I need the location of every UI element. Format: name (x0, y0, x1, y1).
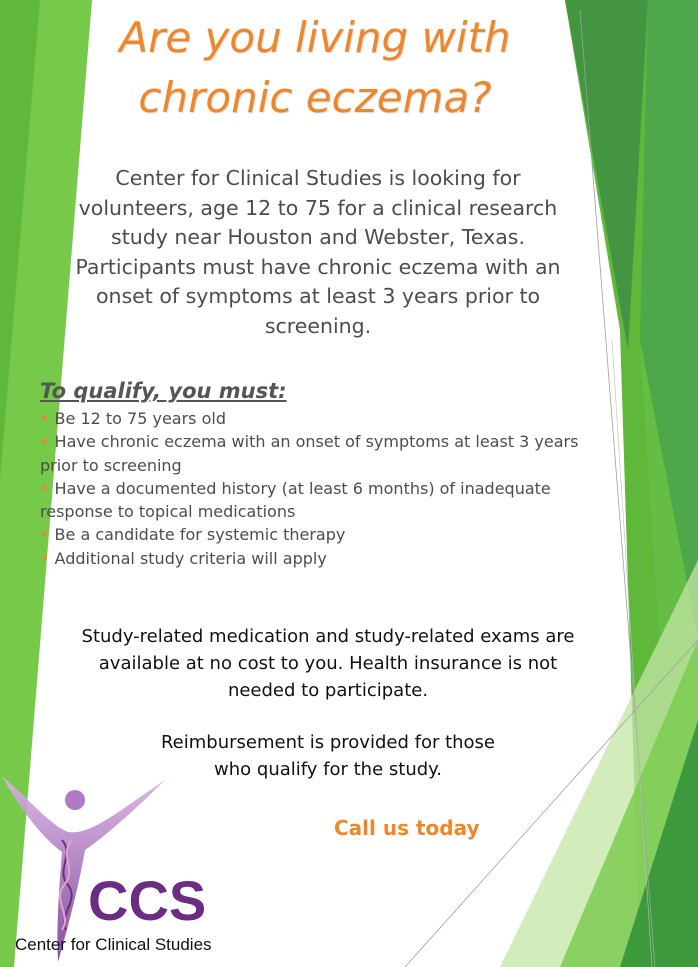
cost-line: Study-related medication and study-related exams are (81, 626, 575, 647)
intro-line: screening. (264, 313, 372, 338)
headline (60, 8, 570, 128)
list-item: • Be 12 to 75 years old (40, 409, 226, 428)
list-item-continuation: prior to screening (40, 455, 182, 475)
bullet-icon: • (40, 525, 50, 545)
logo-name: Center for Clinical Studies (15, 935, 212, 954)
list-item: • Additional study criteria will apply (40, 548, 327, 568)
cost-line: available at no cost to you. Health insurance is not (98, 653, 558, 674)
bullet-icon: • (40, 432, 50, 452)
list-item: • Have a documented history (at least 6 months) of inadequate (40, 478, 551, 498)
headline-line-1: Are you living with (119, 13, 511, 62)
list-item: • Be a candidate for systemic therapy (40, 525, 346, 545)
reimbursement-line: who qualify for the study. (214, 759, 442, 780)
qualify-heading: To qualify, you must: (40, 379, 287, 403)
bullet-icon: • (40, 548, 50, 568)
list-item-continuation: response to topical medications (40, 502, 296, 522)
logo-letters: CCS (88, 869, 207, 932)
criteria-list (40, 407, 630, 570)
cost-line: needed to participate. (227, 680, 429, 701)
intro-line: onset of symptoms at least 3 years prior to (95, 284, 541, 308)
intro-line: Participants must have chronic eczema with an (75, 254, 561, 279)
intro-line: volunteers, age 12 to 75 for a clinical research (78, 195, 558, 220)
headline-line-2: chronic eczema? (138, 73, 492, 122)
call-to-action: Call us today (334, 816, 480, 840)
bullet-icon: • (40, 409, 50, 428)
cost-paragraph (40, 623, 616, 704)
list-item: • Have chronic eczema with an onset of symptoms at least 3 years (40, 432, 579, 452)
intro-line: Center for Clinical Studies is looking for (115, 166, 521, 190)
intro-paragraph (40, 164, 596, 341)
bullet-icon: • (40, 478, 50, 498)
reimbursement-line: Reimbursement is provided for those (160, 732, 496, 753)
intro-line: study near Houston and Webster, Texas. (111, 225, 525, 249)
